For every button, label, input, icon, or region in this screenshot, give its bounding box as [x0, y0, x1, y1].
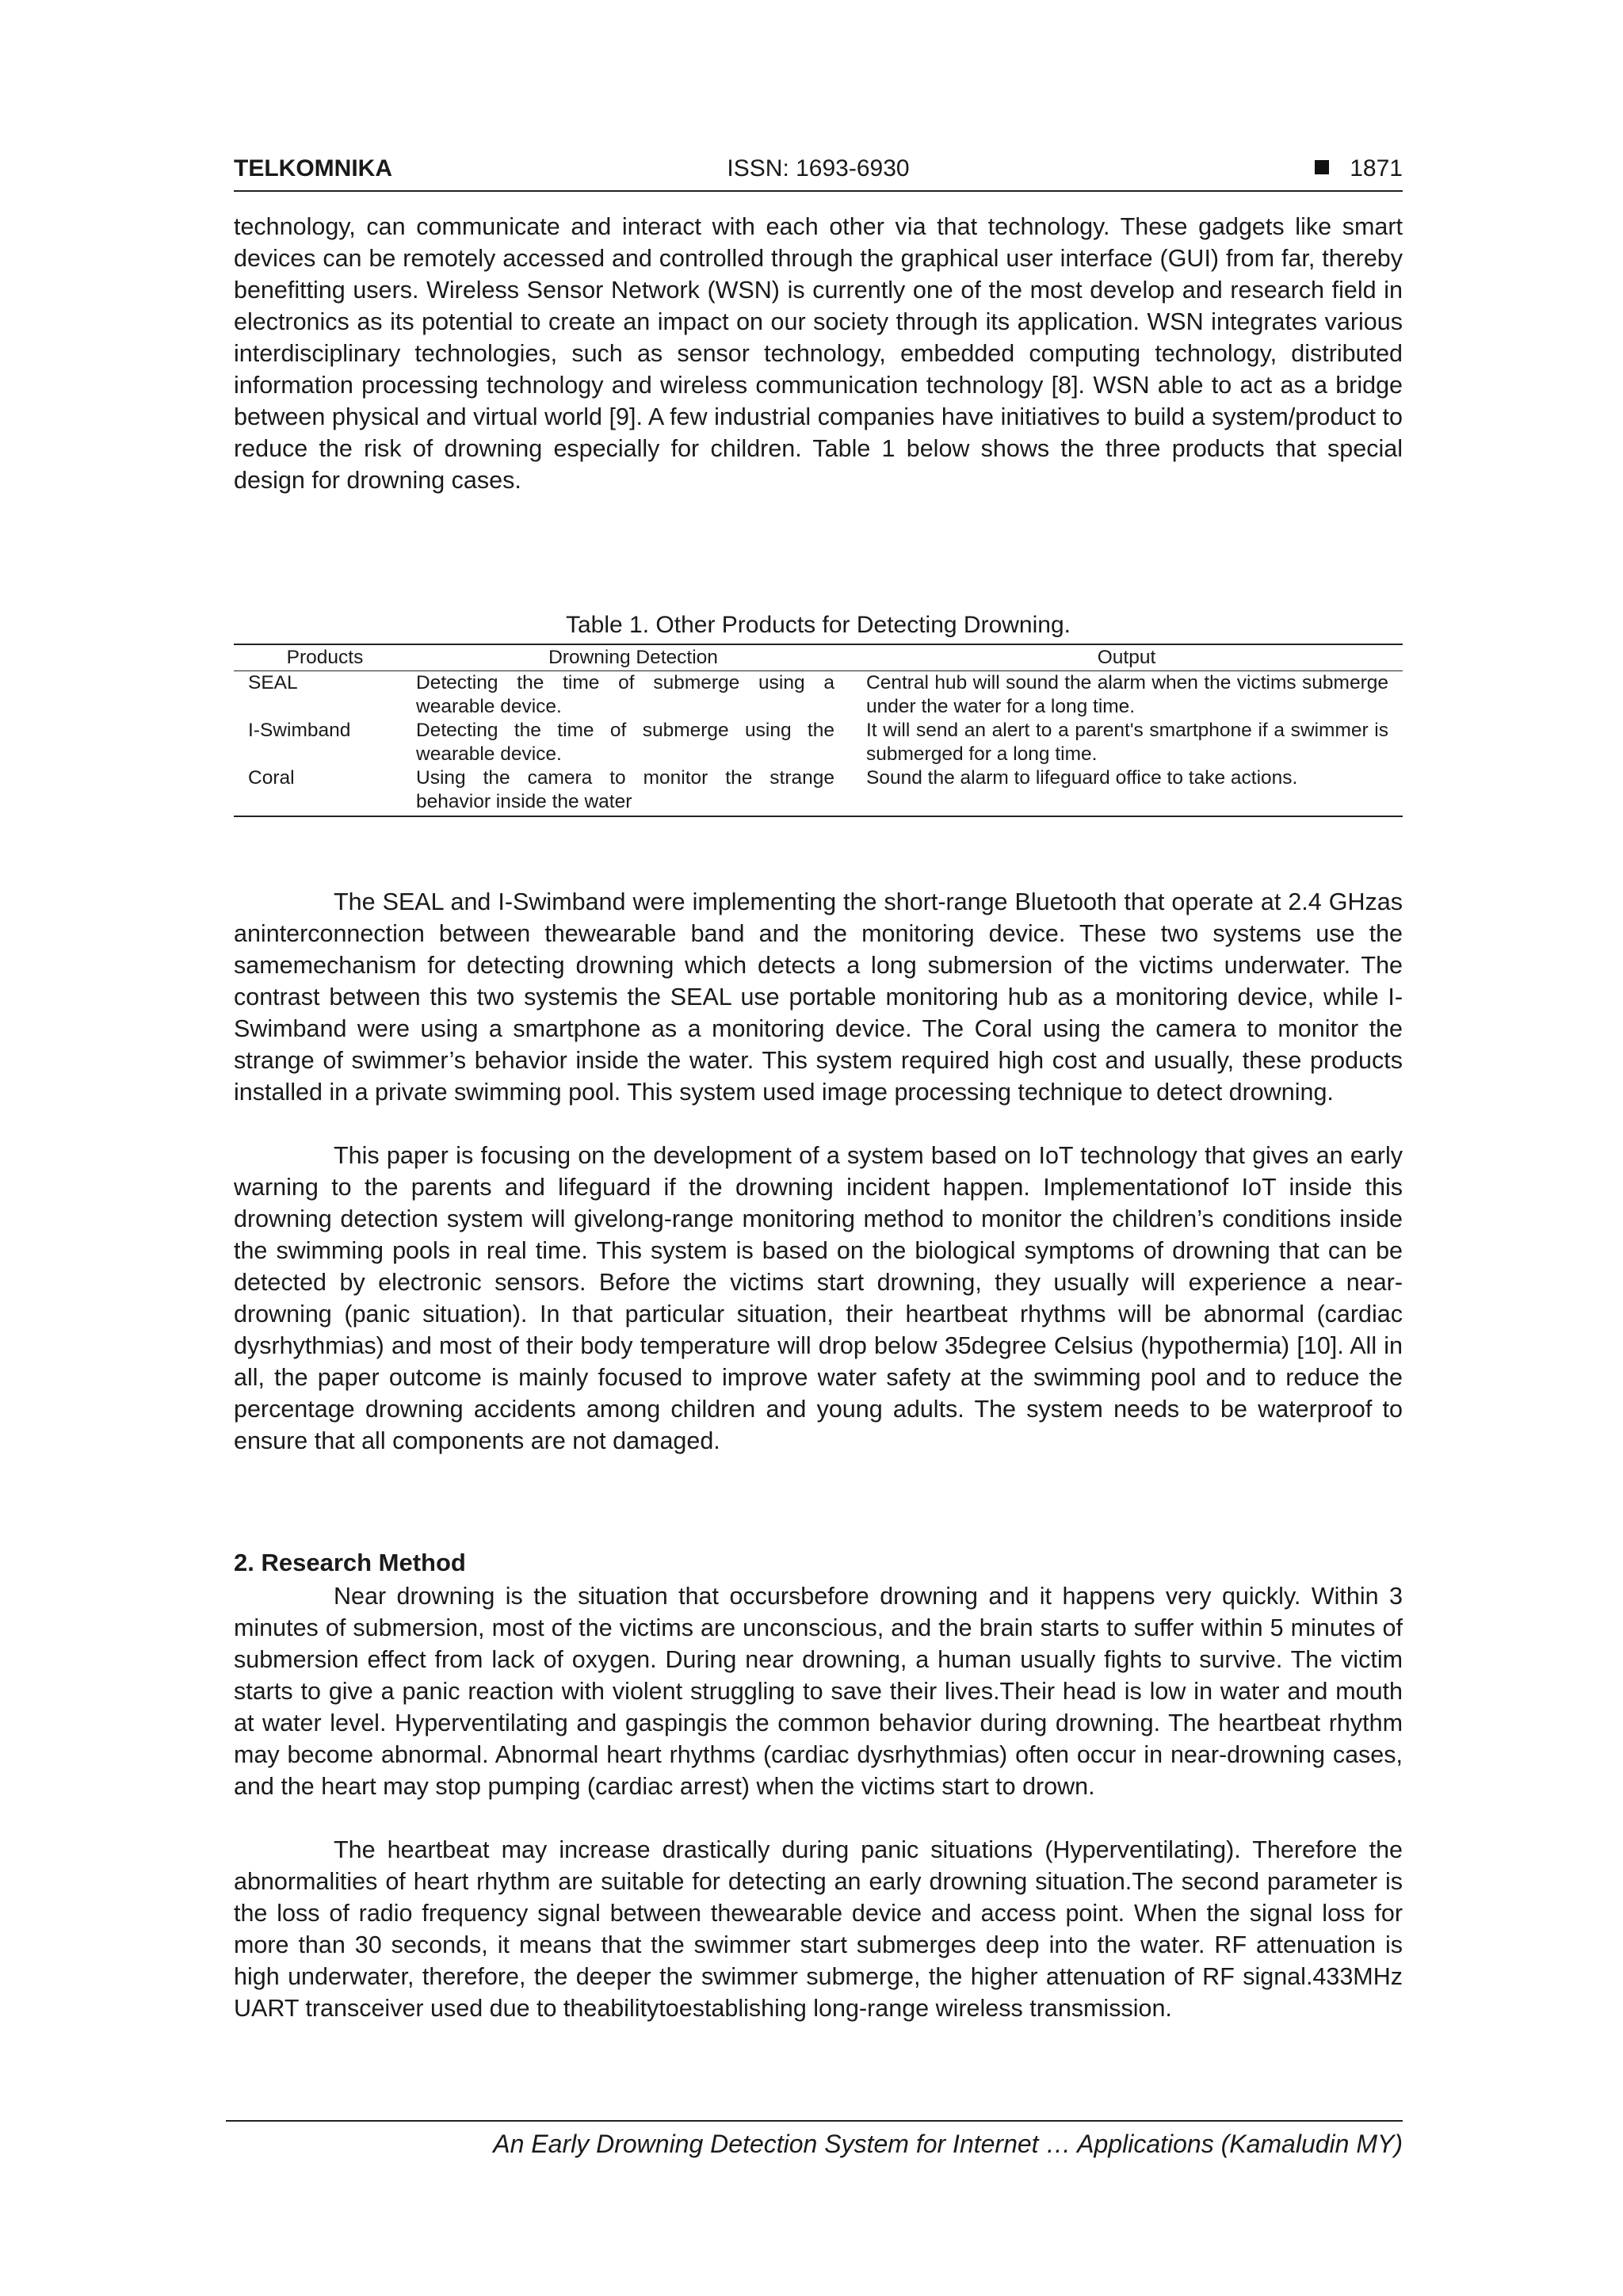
section-heading: 2. Research Method — [234, 1549, 466, 1576]
table-cell-output: Central hub will sound the alarm when the victims submerge under the water for a long time. — [866, 672, 1388, 717]
table-cell-detection: Detecting the time of submerge using the wearable device. — [416, 720, 834, 765]
page-number: 1871 — [1350, 155, 1403, 181]
table-cell-detection: Using the camera to monitor the strange behavior inside the water — [416, 766, 850, 816]
page-footer: An Early Drowning Detection System for Internet … Applications (Kamaludin MY) — [226, 2120, 1403, 2159]
products-table — [234, 644, 1403, 817]
table-header-cell: Output — [850, 644, 1403, 671]
table-header-cell: Products — [234, 644, 416, 671]
paragraph-iot-focus: This paper is focusing on the development of a system based on IoT technology that gives an early warning to the parents and lifeguard if the drowning incident happen. Implementationof IoT inside this drowning detection system will givelong-range monitoring method to monitor the children’s conditions inside the swimming pools in real time. This system is based on the biological symptoms of drowning that can be detected by electronic sensors. Before the victims start drowning, they usually will experience a near-drowning (panic situation). In that particular situation, their heartbeat rhythms will be abnormal (cardiac dysrhythmias) and most of their body temperature will drop below 35degree Celsius (hypothermia) [10]. All in all, the paper outcome is mainly focused to improve water safety at the swimming pool and to reduce the percentage drowning accidents among children and young adults. The system needs to be waterproof to ensure that all components are not damaged. — [234, 1142, 1403, 1454]
table-cell-output: Sound the alarm to lifeguard office to take actions. — [850, 766, 1403, 816]
issn: ISSN: 1693-6930 — [727, 155, 910, 181]
journal-name: TELKOMNIKA — [234, 155, 392, 181]
table-cell-product: SEAL — [248, 672, 298, 693]
paragraph-near-drowning: Near drowning is the situation that occursbefore drowning and it happens very quickly. Within 3 minutes of submersion, most of the victims are unconscious, and the brain starts to suffer within 5 minutes of submersion effect from lack of oxygen. During near drowning, a human usually fights to survive. The victim starts to give a panic reaction with violent struggling to save their lives.Their head is low in water and mouth at water level. Hyperventilating and gaspingis the common behavior during drowning. The heartbeat rhythm may become abnormal. Abnormal heart rhythms (cardiac dysrhythmias) often occur in near-drowning cases, and the heart may stop pumping (cardiac arrest) when the victims start to drown. — [234, 1583, 1403, 1800]
page-number-block — [1315, 155, 1403, 182]
table-cell-detection: Detecting the time of submerge using a wearable device. — [416, 672, 834, 717]
table-caption: Table 1. Other Products for Detecting Drowning. — [566, 612, 1071, 638]
table-row — [234, 671, 1403, 720]
table-row — [234, 719, 1403, 766]
page-header — [234, 155, 1403, 192]
table-cell-output: It will send an alert to a parent's smartphone if a swimmer is submerged for a long time. — [866, 720, 1388, 765]
square-bullet-icon — [1315, 160, 1329, 174]
paragraph-intro-continued: technology, can communicate and interact with each other via that technology. These gadgets like smart devices can be remotely accessed and controlled through the graphical user interface (GUI) from far, thereby benefitting users. Wireless Sensor Network (WSN) is currently one of the most develop and research field in electronics as its potential to create an impact on our society through its application. WSN integrates various interdisciplinary technologies, such as sensor technology, embedded computing technology, distributed information processing technology and wireless communication technology [8]. WSN able to act as a bridge between physical and virtual world [9]. A few industrial companies have initiatives to build a system/product to reduce the risk of drowning especially for children. Table 1 below shows the three products that special design for drowning cases. — [234, 213, 1403, 494]
table-cell-product: I-Swimband — [248, 720, 351, 741]
table-row — [234, 766, 1403, 816]
table-header-row — [234, 644, 1403, 671]
paragraph-seal-iswimband: The SEAL and I-Swimband were implementing the short-range Bluetooth that operate at 2.4 GHzas aninterconnection between thewearable band and the monitoring device. These two systems use the samemechanism for detecting drowning which detects a long submersion of the victims underwater. The contrast between this two systemis the SEAL use portable monitoring hub as a monitoring device, while I-Swimband were using a smartphone as a monitoring device. The Coral using the camera to monitor the strange of swimmer’s behavior inside the water. This system required high cost and usually, these products installed in a private swimming pool. This system used image processing technique to detect drowning. — [234, 888, 1403, 1106]
table-header-cell: Drowning Detection — [416, 644, 850, 671]
table-cell-product: Coral — [234, 766, 416, 816]
paragraph-heartbeat: The heartbeat may increase drastically during panic situations (Hyperventilating). Therefore the abnormalities of heart rhythm are suitable for detecting an early drowning situation.The second parameter is the loss of radio frequency signal between thewearable device and access point. When the signal loss for more than 30 seconds, it means that the swimmer start submerges deep into the water. RF attenuation is high underwater, therefore, the deeper the swimmer submerge, the higher attenuation of RF signal.433MHz UART transceiver used due to theabilitytoestablishing long-range wireless transmission. — [234, 1836, 1403, 2022]
